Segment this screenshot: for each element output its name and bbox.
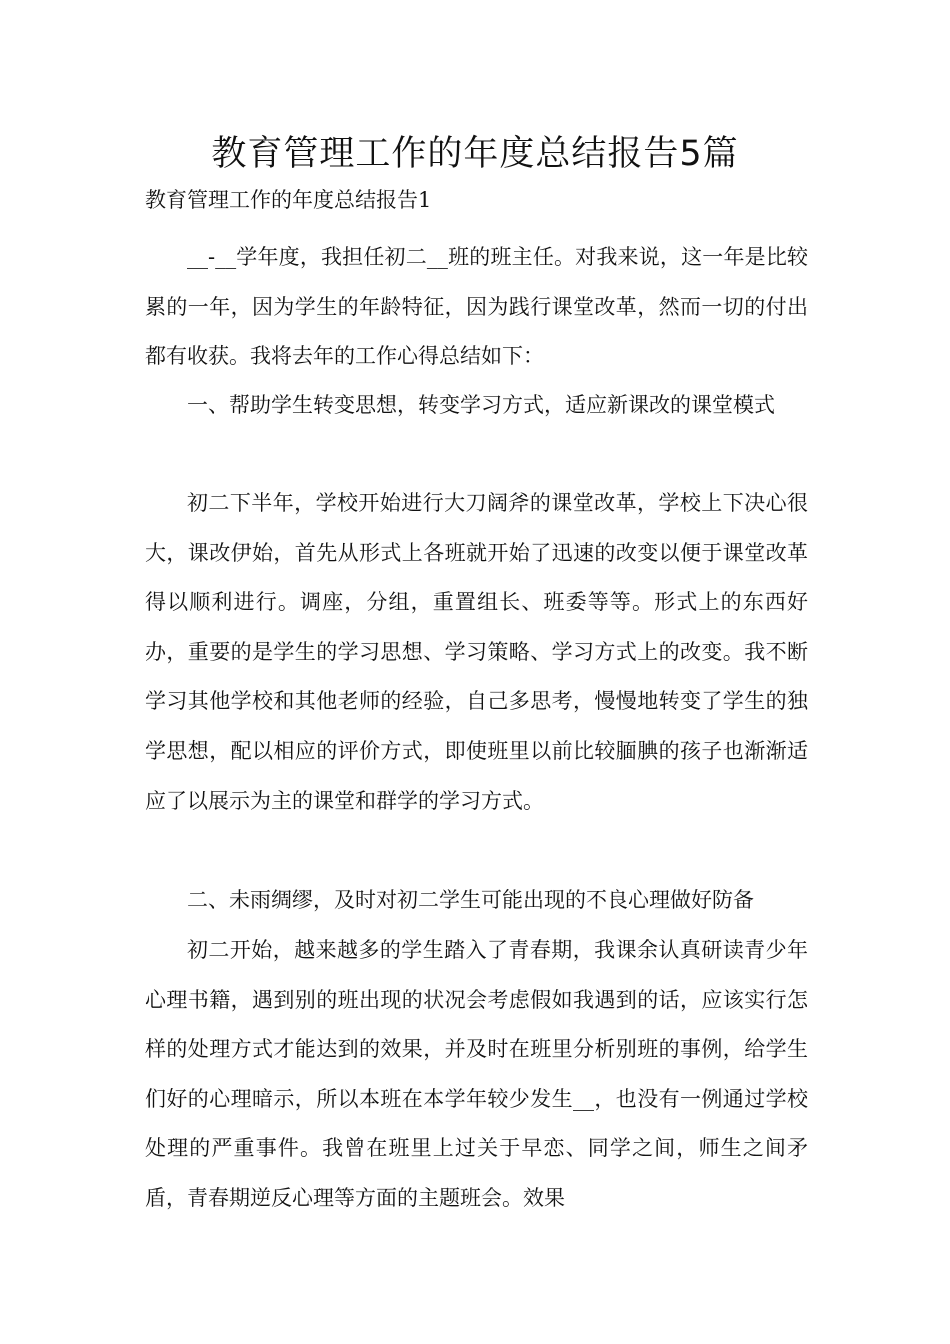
section-body-2: 初二开始，越来越多的学生踏入了青春期，我课余认真研读青少年心理书籍，遇到别的班出现的状况会考虑假如我遇到的话，应该实行怎样的处理方式才能达到的效果，并及时在班里分析别班的事例，给学生们好的心理暗示，所以本班在本学年较少发生__，也没有一例通过学校处理的严重事件。我曾在班里上过关于早恋、同学之间，师生之间矛盾，青春期逆反心理等方面的主题班会。效果 [145, 938, 808, 1210]
section-heading-1: 一、帮助学生转变思想，转变学习方式，适应新课改的课堂模式 [187, 393, 775, 417]
intro-paragraph: __-__学年度，我担任初二__班的班主任。对我来说，这一年是比较累的一年，因为学生的年龄特征，因为践行课堂改革，然而一切的付出都有收获。我将去年的工作心得总结如下： [145, 245, 808, 369]
section-body-1: 初二下半年，学校开始进行大刀阔斧的课堂改革，学校上下决心很大，课改伊始，首先从形式上各班就开始了迅速的改变以便于课堂改革得以顺利进行。调座，分组，重置组长、班委等等。形式上的东西好办，重要的是学生的学习思想、学习策略、学习方式上的改变。我不断学习其他学校和其他老师的经验，自己多思考，慢慢地转变了学生的独学思想，配以相应的评价方式，即使班里以前比较腼腆的孩子也渐渐适应了以展示为主的课堂和群学的学习方式。 [145, 491, 808, 813]
section-heading-2: 二、未雨绸缪，及时对初二学生可能出现的不良心理做好防备 [187, 888, 754, 912]
document-title: 教育管理工作的年度总结报告5篇 [211, 134, 739, 174]
report-subtitle: 教育管理工作的年度总结报告1 [145, 188, 432, 212]
